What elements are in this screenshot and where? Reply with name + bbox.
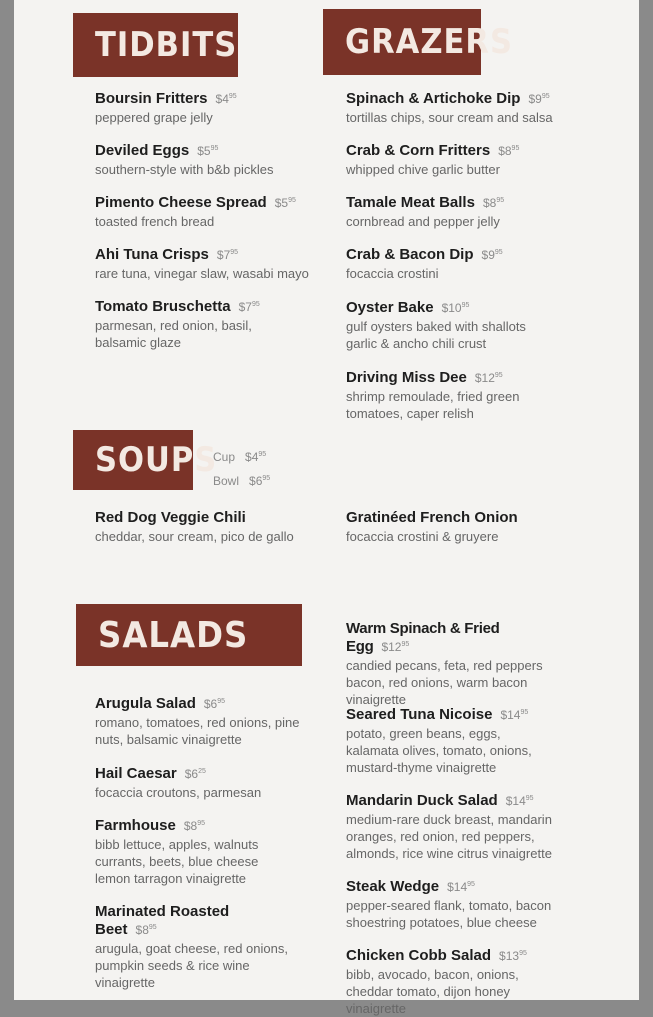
menu-item-oyster-bake [346, 299, 546, 352]
item-price: $\$5^{95}$ [274, 196, 296, 210]
item-price: $\$8^{95}$ [482, 196, 505, 210]
item-description: peppered grape jelly [95, 110, 213, 125]
item-description: romano, tomatoes, red onions, pine nuts, balsamic vinaigrette [95, 715, 300, 747]
grazers-banner [323, 9, 514, 75]
item-name: Steak Wedge [346, 878, 440, 895]
item-description: bibb, avocado, bacon, onions, cheddar tomato, dijon honey vinaigrette [346, 967, 519, 1016]
item-price: $\$4^{95}$ [215, 92, 237, 106]
item-price: $\$12^{95}$ [381, 640, 410, 654]
item-price: $\$6^{25}$ [184, 767, 206, 781]
item-name: Farmhouse [95, 817, 176, 834]
menu-item-tamale-meat-balls [346, 194, 586, 230]
item-price: $\$12^{95}$ [474, 371, 503, 385]
menu-item-deviled-eggs [95, 142, 335, 178]
menu-item-arugula-salad [95, 695, 300, 748]
item-name: Marinated Roasted Beet [95, 903, 230, 938]
soups-banner [73, 430, 218, 490]
item-price: $\$14^{95}$ [505, 794, 534, 808]
item-description: cornbread and pepper jelly [346, 214, 500, 229]
menu-item-farmhouse [95, 817, 265, 887]
item-name: Driving Miss Dee [346, 369, 467, 386]
item-price: $\$10^{95}$ [441, 301, 470, 315]
item-name: Red Dog Veggie Chili [95, 509, 246, 526]
item-description: arugula, goat cheese, red onions, pumpkin seeds & rice wine vinaigrette [95, 941, 288, 990]
item-name: Arugula Salad [95, 695, 196, 712]
item-name: Gratinéed French Onion [346, 509, 518, 526]
menu-item-driving-miss-dee [346, 369, 546, 422]
tidbits-banner [73, 13, 238, 77]
item-description: tortillas chips, sour cream and salsa [346, 110, 553, 125]
item-name: Chicken Cobb Salad [346, 947, 492, 964]
item-name: Mandarin Duck Salad [346, 792, 498, 809]
item-name: Warm Spinach & Fried Egg [346, 620, 500, 655]
menu-item-chicken-cobb [346, 947, 566, 1017]
menu-item-boursin-fritters [95, 90, 335, 126]
item-description: pepper-seared flank, tomato, bacon shoestring potatoes, blue cheese [346, 898, 552, 930]
item-name: Tomato Bruschetta [95, 298, 231, 315]
item-price: $\$14^{95}$ [447, 880, 475, 894]
menu-item-tuna-nicoise [346, 706, 556, 776]
item-description: candied pecans, feta, red peppers bacon, red onions, warm bacon vinaigrette [346, 658, 543, 707]
item-description: cheddar, sour cream, pico de gallo [95, 529, 294, 544]
tidbits-title: TIDBITS [95, 25, 238, 65]
item-name: Boursin Fritters [95, 90, 208, 107]
salads-title: SALADS [98, 614, 249, 656]
item-description: whipped chive garlic butter [346, 162, 500, 177]
menu-item-mandarin-duck [346, 792, 561, 862]
menu-item-crab-bacon-dip [346, 246, 586, 282]
item-price: $\$8^{95}$ [498, 144, 520, 158]
item-description: southern-style with b&b pickles [95, 162, 274, 177]
item-price: $\$8^{95}$ [183, 819, 206, 833]
soup-sizes [213, 444, 270, 492]
item-description: toasted french bread [95, 214, 215, 229]
grazers-title: GRAZERS [345, 22, 514, 62]
item-price: $\$9^{95}$ [481, 248, 503, 262]
item-description: gulf oysters baked with shallots garlic & ancho chili crust [346, 319, 526, 351]
item-description: rare tuna, vinegar slaw, wasabi mayo [95, 266, 309, 281]
item-price: $\$9^{95}$ [528, 92, 550, 106]
menu-item-roasted-beet [95, 903, 295, 991]
item-name: Pimento Cheese Spread [95, 194, 267, 211]
menu-item-steak-wedge [346, 878, 556, 931]
menu-item-red-dog-chili [95, 509, 335, 545]
menu-item-ahi-tuna [95, 246, 315, 282]
item-price: $\$7^{95}$ [216, 248, 239, 262]
item-name: Spinach & Artichoke Dip [346, 90, 521, 107]
menu-item-french-onion [346, 509, 586, 545]
item-price: $\$7^{95}$ [238, 300, 260, 314]
item-description: focaccia croutons, parmesan [95, 785, 262, 800]
item-price: $\$14^{95}$ [500, 708, 529, 722]
item-description: focaccia crostini & gruyere [346, 529, 499, 544]
menu-item-crab-corn-fritters [346, 142, 586, 178]
item-price: $\$8^{95}$ [135, 923, 157, 937]
soups-title: SOUPS [95, 440, 218, 480]
menu-item-warm-spinach [346, 620, 551, 708]
item-description: medium-rare duck breast, mandarin oranges, red onion, red peppers, almonds, rice wine citrus vinaigrette [346, 812, 552, 861]
item-description: parmesan, red onion, basil, balsamic glaze [95, 318, 252, 350]
item-name: Oyster Bake [346, 299, 434, 316]
menu-item-tomato-bruschetta [95, 298, 275, 351]
menu-item-pimento-cheese [95, 194, 335, 230]
item-description: bibb lettuce, apples, walnuts currants, beets, blue cheese lemon tarragon vinaigrette [95, 837, 259, 886]
salads-banner [76, 604, 302, 666]
item-description: potato, green beans, eggs, kalamata olives, tomato, onions, mustard-thyme vinaigrette [346, 726, 532, 775]
item-name: Crab & Corn Fritters [346, 142, 491, 159]
item-name: Seared Tuna Nicoise [346, 706, 493, 723]
item-name: Deviled Eggs [95, 142, 190, 159]
item-name: Hail Caesar [95, 765, 177, 782]
menu-item-hail-caesar [95, 765, 335, 801]
item-price: $\$5^{95}$ [197, 144, 219, 158]
item-name: Tamale Meat Balls [346, 194, 475, 211]
item-price: $\$6^{95}$ [203, 697, 226, 711]
cup-size: Cup $\$4^{95}$ [213, 450, 267, 464]
menu-item-spinach-artichoke-dip [346, 90, 586, 126]
bowl-size: Bowl $\$6^{95}$ [213, 474, 271, 488]
item-description: shrimp remoulade, fried green tomatoes, caper relish [346, 389, 520, 421]
item-name: Ahi Tuna Crisps [95, 246, 209, 263]
item-name: Crab & Bacon Dip [346, 246, 474, 263]
item-description: focaccia crostini [346, 266, 439, 281]
item-price: $\$13^{95}$ [499, 949, 527, 963]
menu-page [14, 0, 639, 1016]
